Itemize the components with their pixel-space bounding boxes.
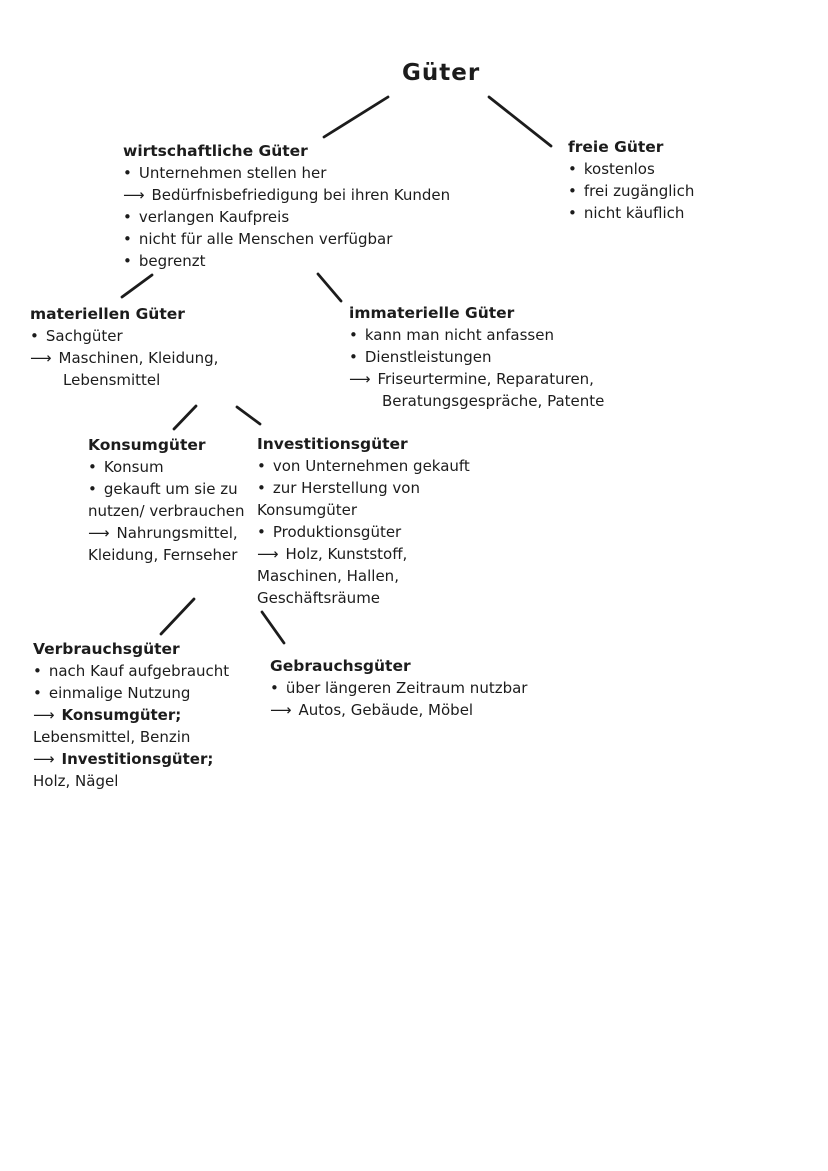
note-text: Autos, Gebäude, Möbel [298,701,474,719]
bullet-marker-icon: • [30,327,39,345]
connector-wirtschaftliche-immaterielle [318,274,341,301]
note-line [270,677,527,699]
note-line [257,499,470,521]
node-heading: immaterielle Güter [349,304,515,322]
note-text: Beratungsgespräche, Patente [382,392,605,410]
node-heading: Investitionsgüter [257,435,408,453]
note-line [257,455,470,477]
note-text: frei zugänglich [583,182,695,200]
connector-gueter-wirtschaftliche [324,97,388,137]
note-line [33,748,229,770]
note-line [88,522,244,544]
bullet-marker-icon: • [123,252,132,270]
note-line [349,390,604,412]
diagram-title: Güter [402,60,481,86]
note-text: Bedürfnisbefriedigung bei ihren Kunden [151,186,451,204]
note-text: kann man nicht anfassen [364,326,554,344]
bullet-marker-icon: • [33,662,42,680]
bullet-marker-icon: • [257,479,266,497]
node-items [270,677,527,721]
node-freie-gueter [568,136,694,224]
note-text: gekauft um sie zu [103,480,238,498]
note-line [88,544,244,566]
bullet-marker-icon: • [568,160,577,178]
note-text: Unternehmen stellen her [138,164,327,182]
note-text: Maschinen, Kleidung, [58,349,219,367]
note-text: nach Kauf aufgebraucht [48,662,230,680]
node-items [33,660,229,792]
node-items [257,455,470,609]
note-line [257,543,470,565]
note-line [33,770,229,792]
note-line [257,477,470,499]
note-text: Lebensmittel, Benzin [33,728,191,746]
note-text: zur Herstellung von [272,479,420,497]
node-items [568,158,694,224]
bullet-marker-icon: • [568,182,577,200]
note-line [270,699,527,721]
note-line [123,228,450,250]
bullet-marker-icon: • [88,480,97,498]
note-text: nicht käuflich [583,204,685,222]
note-line [349,368,604,390]
note-line [88,500,244,522]
node-wirtschaftliche-gueter [123,140,450,272]
note-text: Holz, Nägel [33,772,119,790]
bullet-marker-icon: • [257,457,266,475]
arrow-marker-icon: ⟶ [30,349,52,367]
arrow-marker-icon: ⟶ [123,186,145,204]
note-text: kostenlos [583,160,655,178]
note-text: Friseurtermine, Reparaturen, [377,370,594,388]
node-items [88,456,244,566]
note-text: Investitionsgüter; [61,750,214,768]
connector-materielle-investition [237,407,260,424]
note-text: Holz, Kunststoff, [285,545,408,563]
note-text: Nahrungsmittel, [116,524,238,542]
node-investitionsgueter [257,433,470,609]
bullet-marker-icon: • [123,164,132,182]
note-text: Konsum [103,458,164,476]
node-heading: Konsumgüter [88,436,206,454]
arrow-marker-icon: ⟶ [270,701,292,719]
note-line [123,206,450,228]
note-line [257,521,470,543]
node-items [123,162,450,272]
note-line [123,162,450,184]
note-line [88,456,244,478]
node-materielle-gueter [30,303,218,391]
note-text: Sachgüter [45,327,123,345]
note-text: Maschinen, Hallen, [257,567,399,585]
connector-wirtschaftliche-materielle [122,275,152,297]
note-line [88,478,244,500]
note-text: nicht für alle Menschen verfügbar [138,230,393,248]
connector-konsum-verbrauch [161,599,194,634]
note-line [568,158,694,180]
bullet-marker-icon: • [568,204,577,222]
node-heading: Gebrauchsgüter [270,657,411,675]
bullet-marker-icon: • [123,230,132,248]
node-verbrauchsgueter [33,638,229,792]
bullet-marker-icon: • [33,684,42,702]
note-line [349,324,604,346]
note-line [30,325,218,347]
note-line [33,682,229,704]
note-text: Konsumgüter [257,501,358,519]
node-heading: materiellen Güter [30,305,185,323]
node-heading: wirtschaftliche Güter [123,142,308,160]
note-line [33,660,229,682]
note-text: Dienstleistungen [364,348,492,366]
bullet-marker-icon: • [88,458,97,476]
bullet-marker-icon: • [349,326,358,344]
note-line [30,347,218,369]
note-line [30,369,218,391]
note-line [257,565,470,587]
note-line [349,346,604,368]
note-text: von Unternehmen gekauft [272,457,470,475]
note-text: verlangen Kaufpreis [138,208,290,226]
note-text: Produktionsgüter [272,523,402,541]
bullet-marker-icon: • [257,523,266,541]
note-line [33,726,229,748]
bullet-marker-icon: • [123,208,132,226]
node-items [349,324,604,412]
note-text: Konsumgüter; [61,706,182,724]
note-text: Kleidung, Fernseher [88,546,238,564]
arrow-marker-icon: ⟶ [257,545,279,563]
arrow-marker-icon: ⟶ [88,524,110,542]
node-konsumgueter [88,434,244,566]
node-gebrauchsgueter [270,655,527,721]
node-heading: Verbrauchsgüter [33,640,180,658]
arrow-marker-icon: ⟶ [349,370,371,388]
bullet-marker-icon: • [349,348,358,366]
note-line [123,184,450,206]
note-text: Geschäftsräume [257,589,381,607]
note-line [33,704,229,726]
arrow-marker-icon: ⟶ [33,706,55,724]
note-text: einmalige Nutzung [48,684,191,702]
note-line [568,180,694,202]
connector-konsum-gebrauch [262,612,284,643]
note-text: Lebensmittel [63,371,161,389]
node-heading: freie Güter [568,138,664,156]
connector-gueter-freie [489,97,551,146]
note-text: begrenzt [138,252,206,270]
node-immaterielle-gueter [349,302,604,412]
note-line [123,250,450,272]
note-text: nutzen/ verbrauchen [88,502,245,520]
note-line [257,587,470,609]
bullet-marker-icon: • [270,679,279,697]
note-text: über längeren Zeitraum nutzbar [285,679,528,697]
arrow-marker-icon: ⟶ [33,750,55,768]
connector-materielle-konsum [174,406,196,429]
note-line [568,202,694,224]
node-items [30,325,218,391]
